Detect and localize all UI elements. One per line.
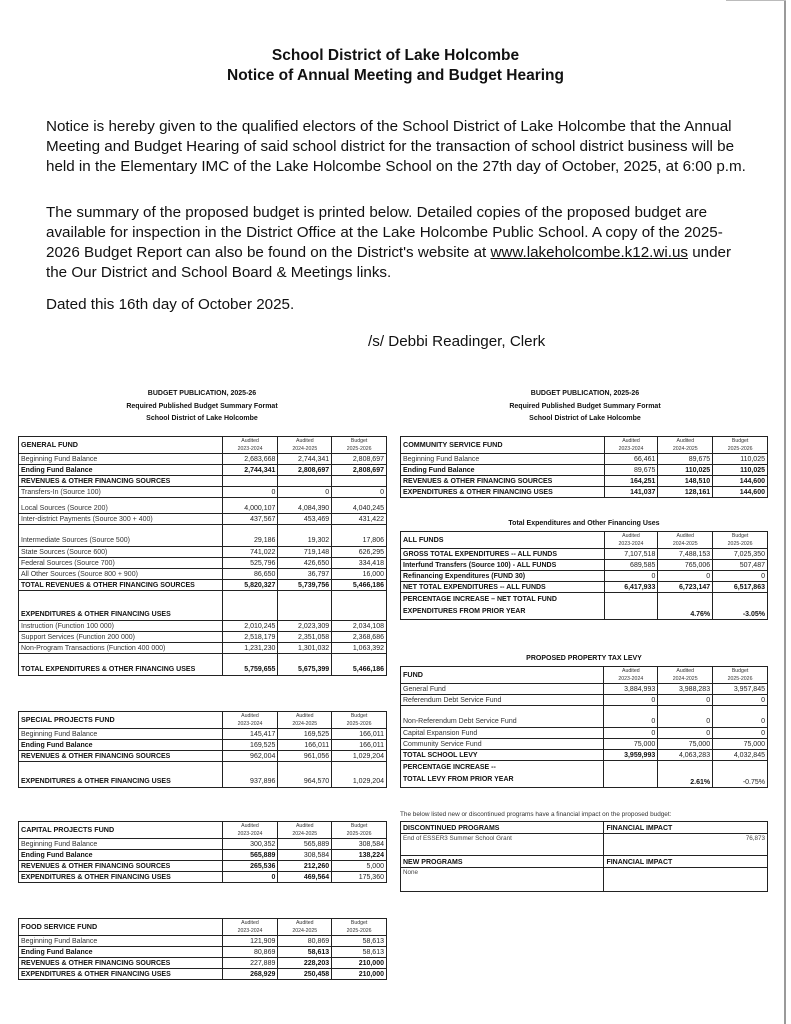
- col-header: Budget 2025-2026: [332, 712, 387, 729]
- table-row: [19, 729, 387, 740]
- cell: 0: [604, 706, 658, 728]
- cell: 80,869: [278, 936, 332, 947]
- cell: 4,032,845: [713, 750, 768, 761]
- table-row: [19, 454, 387, 465]
- tax-levy-caption: PROPOSED PROPERTY TAX LEVY: [526, 655, 642, 662]
- col-header: Budget 2025-2026: [332, 822, 387, 839]
- district-website-link[interactable]: www.lakeholcombe.k12.wi.us: [490, 244, 688, 261]
- cell: 2,683,668: [222, 454, 278, 465]
- col-header: Budget 2025-2026: [713, 437, 768, 454]
- cell: 144,600: [713, 487, 768, 498]
- row-label: TOTAL EXPENDITURES & OTHER FINANCING USES: [19, 654, 223, 676]
- cell: 141,037: [604, 487, 658, 498]
- cell: 75,000: [658, 739, 713, 750]
- table-row: [401, 487, 768, 498]
- cell: 0: [713, 695, 768, 706]
- col-header: Budget 2025-2026: [332, 919, 387, 936]
- table-row: [19, 936, 387, 947]
- row-label: Instruction (Function 100 000): [19, 621, 223, 632]
- cell: -3.05%: [713, 593, 768, 620]
- cell: 961,056: [278, 751, 332, 762]
- cell: 2.61%: [658, 761, 713, 788]
- cell: 2,368,686: [332, 632, 387, 643]
- cell: 58,613: [332, 936, 387, 947]
- row-label: Non-Referendum Debt Service Fund: [401, 706, 604, 728]
- cell: 2,744,341: [222, 465, 278, 476]
- cell: 5,675,399: [278, 654, 332, 676]
- cell: 268,929: [222, 969, 278, 980]
- percent-row: [401, 593, 768, 620]
- pub-line1: BUDGET PUBLICATION, 2025-26: [147, 390, 257, 397]
- cell: 453,469: [278, 514, 332, 525]
- cell: 1,231,230: [222, 643, 278, 654]
- fund-title: GENERAL FUND: [19, 437, 223, 454]
- cell: 2,808,697: [332, 454, 387, 465]
- table-row: [19, 740, 387, 751]
- capital-projects-fund-table: [18, 821, 387, 883]
- cell: 4,040,245: [332, 498, 387, 514]
- cell: 0: [278, 487, 332, 498]
- cell: 265,536: [222, 861, 278, 872]
- row-label: Beginning Fund Balance: [19, 936, 223, 947]
- row-label: Refinancing Expenditures (FUND 30): [401, 571, 605, 582]
- row-label: Ending Fund Balance: [401, 465, 605, 476]
- col-header: Audited 2023-2024: [222, 712, 278, 729]
- cell: 3,988,283: [658, 684, 713, 695]
- financial-impact-header: FINANCIAL IMPACT: [604, 856, 768, 868]
- section-row: [19, 476, 387, 487]
- discontinued-programs-header: DISCONTINUED PROGRAMS: [401, 822, 604, 834]
- cell: 1,029,204: [332, 751, 387, 762]
- cell: 75,000: [713, 739, 768, 750]
- row-label: Support Services (Function 200 000): [19, 632, 223, 643]
- cell: 4,000,107: [222, 498, 278, 514]
- cell: 7,488,153: [658, 549, 713, 560]
- row-label: Beginning Fund Balance: [401, 454, 605, 465]
- table-title: FUND: [401, 667, 604, 684]
- table-row: [19, 762, 387, 788]
- cell: 426,650: [278, 558, 332, 569]
- cell: 110,025: [658, 465, 713, 476]
- cell: 2,518,179: [222, 632, 278, 643]
- cell: [278, 476, 332, 487]
- cell: 0: [713, 706, 768, 728]
- table-row: [19, 514, 387, 525]
- col-header: Audited 2024-2025: [278, 437, 332, 454]
- table-header-row: [401, 437, 768, 454]
- pub-line3: School District of Lake Holcombe: [529, 415, 641, 422]
- row-label: Ending Fund Balance: [19, 740, 223, 751]
- cell: 741,022: [222, 547, 278, 558]
- cell: 0: [604, 571, 658, 582]
- cell: 210,000: [332, 969, 387, 980]
- cell: 5,000: [332, 861, 387, 872]
- section-row: [19, 591, 387, 621]
- cell: 19,302: [278, 525, 332, 547]
- table-row: [19, 498, 387, 514]
- row-label: REVENUES & OTHER FINANCING SOURCES: [19, 958, 223, 969]
- cell: 0: [332, 487, 387, 498]
- table-row: [401, 571, 768, 582]
- programs-note: The below listed new or discontinued programs have a financial impact on the proposed budget:: [400, 811, 672, 818]
- discontinued-header-row: [401, 822, 768, 834]
- row-label: Referendum Debt Service Fund: [401, 695, 604, 706]
- table-header-row: [19, 437, 387, 454]
- row-label: All Other Sources (Source 800 + 900): [19, 569, 223, 580]
- table-row: [19, 487, 387, 498]
- table-row: [19, 850, 387, 861]
- cell: 4,063,283: [658, 750, 713, 761]
- cell: 6,723,147: [658, 582, 713, 593]
- cell: 0: [658, 695, 713, 706]
- cell: 431,422: [332, 514, 387, 525]
- cell: 166,011: [332, 740, 387, 751]
- col-header: Budget 2025-2026: [332, 437, 387, 454]
- table-row: [19, 861, 387, 872]
- cell: 0: [658, 728, 713, 739]
- cell: 565,889: [222, 850, 278, 861]
- row-label: TOTAL SCHOOL LEVY: [401, 750, 604, 761]
- page-edge: [784, 0, 786, 1024]
- table-row: [19, 465, 387, 476]
- cell: 1,301,032: [278, 643, 332, 654]
- cell: 228,203: [278, 958, 332, 969]
- all-funds-caption: Total Expenditures and Other Financing Uses: [508, 520, 660, 527]
- row-label: Ending Fund Balance: [19, 947, 223, 958]
- special-projects-fund-table: [18, 711, 387, 788]
- percent-row: [401, 761, 768, 788]
- cell: 0: [658, 706, 713, 728]
- row-label: EXPENDITURES & OTHER FINANCING USES: [19, 969, 223, 980]
- cell: 565,889: [278, 839, 332, 850]
- total-row: [19, 580, 387, 591]
- new-header-row: [401, 856, 768, 868]
- row-label: Community Service Fund: [401, 739, 604, 750]
- row-label: Non-Program Transactions (Function 400 000): [19, 643, 223, 654]
- page-edge-top: [726, 0, 786, 1]
- cell: -0.75%: [713, 761, 768, 788]
- col-header: Budget 2025-2026: [713, 667, 768, 684]
- cell: 169,525: [278, 729, 332, 740]
- pub-line3: School District of Lake Holcombe: [146, 415, 258, 422]
- new-programs-header: NEW PROGRAMS: [401, 856, 604, 868]
- cell: 0: [604, 695, 658, 706]
- fund-title: FOOD SERVICE FUND: [19, 919, 223, 936]
- cell: 66,461: [604, 454, 658, 465]
- document-title: School District of Lake Holcombe: [271, 47, 520, 64]
- cell: 164,251: [604, 476, 658, 487]
- new-row: [401, 868, 768, 892]
- summary-paragraph: [46, 203, 746, 283]
- cell: [604, 593, 658, 620]
- summary-text-end: under the Our District and School Board & Meetings links.: [46, 244, 732, 281]
- cell: 689,585: [604, 560, 658, 571]
- cell: 525,796: [222, 558, 278, 569]
- cell: 1,063,392: [332, 643, 387, 654]
- fund-title: SPECIAL PROJECTS FUND: [19, 712, 223, 729]
- cell: 166,011: [332, 729, 387, 740]
- row-label: Local Sources (Source 200): [19, 498, 223, 514]
- cell: 166,011: [278, 740, 332, 751]
- publication-header-right: [395, 388, 775, 426]
- cell: 719,148: [278, 547, 332, 558]
- cell: [278, 591, 332, 621]
- table-row: [401, 465, 768, 476]
- cell: 5,759,655: [222, 654, 278, 676]
- cell: 169,525: [222, 740, 278, 751]
- cell: 145,417: [222, 729, 278, 740]
- cell: 937,896: [222, 762, 278, 788]
- cell: 250,458: [278, 969, 332, 980]
- table-header-row: [19, 919, 387, 936]
- row-label: Interfund Transfers (Source 100) - ALL FUNDS: [401, 560, 605, 571]
- cell: 2,744,341: [278, 454, 332, 465]
- cell: 469,564: [278, 872, 332, 883]
- col-header: Audited 2023-2024: [604, 532, 658, 549]
- cell: 964,570: [278, 762, 332, 788]
- cell: 0: [658, 571, 713, 582]
- cell: 58,613: [278, 947, 332, 958]
- row-label: GROSS TOTAL EXPENDITURES -- ALL FUNDS: [401, 549, 605, 560]
- row-label: Beginning Fund Balance: [19, 839, 223, 850]
- row-label: Inter-district Payments (Source 300 + 400): [19, 514, 223, 525]
- cell: 7,025,350: [713, 549, 768, 560]
- cell: 626,295: [332, 547, 387, 558]
- document-subtitle: Notice of Annual Meeting and Budget Hearing: [227, 67, 564, 84]
- table-row: [401, 684, 768, 695]
- cell: 334,418: [332, 558, 387, 569]
- notice-paragraph: Notice is hereby given to the qualified electors of the School District of Lake Holcombe that the Annual Meeting and Budget Hearing of said school district for the transaction of school district business will be held in the Elementary IMC of the Lake Holcombe School on the 27th day of October, 2025, at 6:00 p.m.: [46, 118, 746, 175]
- table-row: [401, 695, 768, 706]
- cell: 17,806: [332, 525, 387, 547]
- col-header: Audited 2024-2025: [278, 919, 332, 936]
- row-label: REVENUES & OTHER FINANCING SOURCES: [401, 476, 605, 487]
- cell: [222, 591, 278, 621]
- col-header: Audited 2024-2025: [658, 437, 713, 454]
- cell: [332, 476, 387, 487]
- cell: 2,808,697: [332, 465, 387, 476]
- table-row: [401, 739, 768, 750]
- row-label: Capital Expansion Fund: [401, 728, 604, 739]
- section-label: REVENUES & OTHER FINANCING SOURCES: [19, 476, 223, 487]
- cell: 3,957,845: [713, 684, 768, 695]
- cell: [222, 476, 278, 487]
- col-header: Audited 2024-2025: [278, 822, 332, 839]
- fund-title: COMMUNITY SERVICE FUND: [401, 437, 605, 454]
- table-row: [401, 560, 768, 571]
- cell: 2,808,697: [278, 465, 332, 476]
- row-label: General Fund: [401, 684, 604, 695]
- discontinued-row: [401, 834, 768, 856]
- row-label: TOTAL REVENUES & OTHER FINANCING SOURCES: [19, 580, 223, 591]
- cell: [604, 761, 658, 788]
- table-row: [19, 839, 387, 850]
- row-label: State Sources (Source 600): [19, 547, 223, 558]
- cell: 227,889: [222, 958, 278, 969]
- programs-table: [400, 821, 768, 892]
- cell: 6,517,863: [713, 582, 768, 593]
- table-header-row: [19, 712, 387, 729]
- table-row: [401, 476, 768, 487]
- cell: 3,884,993: [604, 684, 658, 695]
- cell: 5,466,186: [332, 654, 387, 676]
- row-label: EXPENDITURES & OTHER FINANCING USES: [401, 487, 605, 498]
- cell: 175,360: [332, 872, 387, 883]
- table-row: [19, 969, 387, 980]
- total-row: [401, 582, 768, 593]
- cell: 110,025: [713, 454, 768, 465]
- fund-title: CAPITAL PROJECTS FUND: [19, 822, 223, 839]
- cell: 210,000: [332, 958, 387, 969]
- clerk-signature: /s/ Debbi Readinger, Clerk: [368, 333, 546, 350]
- total-row: [401, 750, 768, 761]
- cell: 148,510: [658, 476, 713, 487]
- row-label: EXPENDITURES & OTHER FINANCING USES: [19, 762, 223, 788]
- cell: 308,584: [332, 839, 387, 850]
- table-row: [401, 549, 768, 560]
- cell: 2,023,309: [278, 621, 332, 632]
- col-header: Budget 2025-2026: [713, 532, 768, 549]
- table-row: [401, 454, 768, 465]
- table-header-row: [19, 822, 387, 839]
- row-label: Beginning Fund Balance: [19, 454, 223, 465]
- row-label: Ending Fund Balance: [19, 465, 223, 476]
- row-label: EXPENDITURES & OTHER FINANCING USES: [19, 872, 223, 883]
- cell: 0: [222, 487, 278, 498]
- cell: 128,161: [658, 487, 713, 498]
- cell: 89,675: [604, 465, 658, 476]
- cell: 4.76%: [658, 593, 713, 620]
- all-funds-table: [400, 531, 768, 620]
- col-header: Audited 2024-2025: [278, 712, 332, 729]
- table-row: [19, 643, 387, 654]
- cell: 437,567: [222, 514, 278, 525]
- cell: 75,000: [604, 739, 658, 750]
- general-fund-table: [18, 436, 387, 676]
- cell: 2,034,108: [332, 621, 387, 632]
- row-label: REVENUES & OTHER FINANCING SOURCES: [19, 751, 223, 762]
- table-row: [19, 621, 387, 632]
- col-header: Audited 2023-2024: [604, 667, 658, 684]
- table-row: [19, 751, 387, 762]
- row-label: PERCENTAGE INCREASE – NET TOTAL FUND EXPENDITURES FROM PRIOR YEAR: [401, 593, 605, 620]
- cell: 0: [604, 728, 658, 739]
- col-header: Audited 2023-2024: [222, 822, 278, 839]
- row-label: PERCENTAGE INCREASE -- TOTAL LEVY FROM PRIOR YEAR: [401, 761, 604, 788]
- table-header-row: [401, 667, 768, 684]
- new-program-item: None: [401, 868, 604, 892]
- cell: 5,820,327: [222, 580, 278, 591]
- cell: [332, 591, 387, 621]
- cell: 4,084,390: [278, 498, 332, 514]
- cell: 2,010,245: [222, 621, 278, 632]
- table-row: [19, 872, 387, 883]
- row-label: REVENUES & OTHER FINANCING SOURCES: [19, 861, 223, 872]
- table-row: [19, 632, 387, 643]
- food-service-fund-table: [18, 918, 387, 980]
- cell: 2,351,058: [278, 632, 332, 643]
- table-row: [19, 547, 387, 558]
- section-label: EXPENDITURES & OTHER FINANCING USES: [19, 591, 223, 621]
- row-label: Transfers-In (Source 100): [19, 487, 223, 498]
- summary-text: The summary of the proposed budget is printed below. Detailed copies of the proposed budget are available for inspection in the District Office at the Lake Holcombe Public School. A copy of the 2025-2026 Budget Report can also be found on the District's website at: [46, 204, 723, 261]
- col-header: Audited 2024-2025: [658, 667, 713, 684]
- col-header: Audited 2023-2024: [222, 437, 278, 454]
- cell: 308,584: [278, 850, 332, 861]
- new-program-impact: [604, 868, 768, 892]
- publication-header-left: [12, 388, 392, 426]
- row-label: Federal Sources (Source 700): [19, 558, 223, 569]
- discontinued-program-impact: 76,873: [604, 834, 768, 856]
- cell: 138,224: [332, 850, 387, 861]
- table-row: [19, 558, 387, 569]
- table-title: ALL FUNDS: [401, 532, 605, 549]
- cell: 765,006: [658, 560, 713, 571]
- cell: 962,004: [222, 751, 278, 762]
- cell: 0: [222, 872, 278, 883]
- community-service-fund-table: [400, 436, 768, 498]
- cell: 5,466,186: [332, 580, 387, 591]
- cell: 3,959,993: [604, 750, 658, 761]
- cell: 29,186: [222, 525, 278, 547]
- row-label: Intermediate Sources (Source 500): [19, 525, 223, 547]
- cell: 6,417,933: [604, 582, 658, 593]
- tax-levy-table: [400, 666, 768, 788]
- table-row: [19, 947, 387, 958]
- cell: 36,797: [278, 569, 332, 580]
- financial-impact-header: FINANCIAL IMPACT: [604, 822, 768, 834]
- col-header: Audited 2023-2024: [604, 437, 658, 454]
- cell: 89,675: [658, 454, 713, 465]
- total-row: [19, 654, 387, 676]
- row-label: NET TOTAL EXPENDITURES -- ALL FUNDS: [401, 582, 605, 593]
- row-label: Ending Fund Balance: [19, 850, 223, 861]
- cell: 86,650: [222, 569, 278, 580]
- pub-line2: Required Published Budget Summary Format: [509, 402, 661, 410]
- cell: 121,909: [222, 936, 278, 947]
- table-header-row: [401, 532, 768, 549]
- cell: 1,029,204: [332, 762, 387, 788]
- discontinued-program-item: End of ESSER3 Summer School Grant: [401, 834, 604, 856]
- table-row: [19, 569, 387, 580]
- cell: 0: [713, 571, 768, 582]
- dated-line: Dated this 16th day of October 2025.: [46, 296, 295, 313]
- col-header: Audited 2023-2024: [222, 919, 278, 936]
- table-row: [401, 706, 768, 728]
- cell: 16,000: [332, 569, 387, 580]
- cell: 212,260: [278, 861, 332, 872]
- cell: 5,739,756: [278, 580, 332, 591]
- table-row: [401, 728, 768, 739]
- cell: 80,869: [222, 947, 278, 958]
- pub-line1: BUDGET PUBLICATION, 2025-26: [530, 390, 640, 397]
- cell: 507,487: [713, 560, 768, 571]
- cell: 58,613: [332, 947, 387, 958]
- cell: 300,352: [222, 839, 278, 850]
- cell: 7,107,518: [604, 549, 658, 560]
- table-row: [19, 958, 387, 969]
- cell: 110,025: [713, 465, 768, 476]
- row-label: Beginning Fund Balance: [19, 729, 223, 740]
- cell: 0: [713, 728, 768, 739]
- cell: 144,600: [713, 476, 768, 487]
- pub-line2: Required Published Budget Summary Format: [126, 402, 278, 410]
- table-row: [19, 525, 387, 547]
- col-header: Audited 2024-2025: [658, 532, 713, 549]
